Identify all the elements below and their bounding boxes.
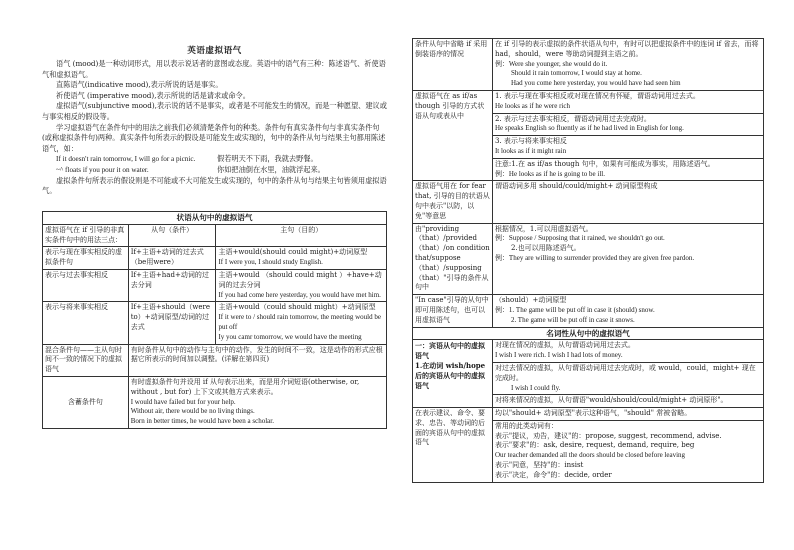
- row-content: [492, 420, 763, 482]
- row-label: [413, 340, 493, 408]
- rule-text: 3. 表示与将来事实相反: [494, 137, 567, 146]
- example-text: 例：Were she younger, she would do it.: [494, 59, 608, 68]
- example-text: He speaks English so fluently as if he had lived in English for long.: [494, 124, 684, 133]
- row-content: [492, 158, 763, 181]
- example-row: [42, 165, 387, 176]
- intro-paragraph: 语气 (mood)是一种动词形式，用以表示说话者的意图或态度。英语中的语气有三种：陈述语气、祈使语气和虚拟语气。: [42, 59, 386, 79]
- row-label: 表示与将来事实相反: [43, 302, 129, 344]
- row-description: 有时条件从句中的动作与主句中的动作，发生的时间不一致，这是动作的形式应根据它所表示的时间加以调整。(详解在第四页): [128, 344, 386, 376]
- row-label: 混合条件句——主从句时间不一致的情况下的虚拟语气: [43, 344, 129, 376]
- example-row: [42, 154, 387, 165]
- table-row: [413, 90, 764, 113]
- row-content: [492, 362, 763, 394]
- row-label: 条件从句中省略 if 采用倒装语序的情况: [413, 39, 493, 91]
- example-chinese: 假若明天不下雨，我就去野餐。: [217, 154, 318, 164]
- table-row: [413, 223, 764, 295]
- rule-text: 1. 表示与现在事实相反或对现在情况有怀疑，谓语动词用过去式。: [494, 91, 700, 100]
- implicit-example: Without air, there would be no living things.: [130, 407, 255, 416]
- row-content: [492, 223, 763, 295]
- rule-text: 根据情况，1.可以用虚拟语气。: [494, 224, 593, 233]
- verb-list: 表示"同意，坚持"的：insist: [494, 461, 584, 470]
- example-chinese: 你如把油倒在水里，油就浮起来。: [217, 164, 325, 174]
- rule-text: 对现在情况的虚拟，从句谓语动词用过去式。: [494, 341, 635, 350]
- implicit-rule: 有时虚拟条件句并设用 if 从句表示出来，而是用介词短语(otherwise, or, without , but for) 上下文或其他方式来表示。: [130, 377, 360, 396]
- main-rule: 主语+would(should could might)+动词原型: [218, 248, 368, 257]
- row-content: 均以"should+ 动词原型"表示这种语气，"should" 常被省略。: [492, 408, 763, 421]
- example-text: I wish I were rich. I wish I had lots of money.: [494, 351, 623, 360]
- table-caption: 状语从句中的虚拟语气: [43, 212, 387, 225]
- imperative-paragraph: 祈使语气 (imperative mood),表示所说的话是请求或命令。: [56, 90, 250, 100]
- noun-clause-caption: 名词性从句中的虚拟语气: [413, 327, 764, 340]
- left-column-text: [42, 44, 387, 197]
- example-english: If it doesn't rain tomorrow, I will go for a picnic.: [56, 155, 196, 164]
- main-example: If it were to / should rain tomorrow, the meeting would be put off: [218, 313, 381, 331]
- section-heading: 一：宾语从句中的虚拟语气: [415, 341, 485, 361]
- table-row: [413, 39, 764, 91]
- header-usage: 虚拟语气在 if 引导的非真实条件句中的用法三点：: [43, 224, 129, 247]
- example-text: 例：Suppose / Supposing that it rained, we shouldn't go out.: [494, 234, 665, 243]
- table-row: [43, 302, 387, 344]
- row-main: [216, 247, 387, 270]
- example-text: Had you come here yesterday, you would have had seen him: [510, 79, 681, 88]
- row-content: 谓语动词多用 should/could/might+ 动词原型构成: [492, 181, 763, 223]
- row-main: [216, 302, 387, 344]
- rule-text: 对过去情况的虚拟，从句谓语动词用过去完成时，或 would，could，might+ 现在完成时。: [494, 363, 756, 382]
- verb-list: 表示"要求"的：ask, desire, request, demand, require, beg: [494, 441, 695, 450]
- row-content: [492, 39, 763, 91]
- adverbial-clause-table: [42, 211, 387, 429]
- header-main: 主句（目的）: [216, 224, 387, 247]
- example-text: 2. The game will be put off in case it snows.: [510, 315, 635, 324]
- row-content: [492, 136, 763, 159]
- main-rule: 主语+would （should could might ）+have+动词的过去分词: [218, 270, 382, 289]
- table-row: [43, 376, 387, 428]
- example-text: 例：They are willing to surrender provided they are given free pardon.: [494, 253, 695, 262]
- example-text: Our teacher demanded all the doors should be closed before leaving: [494, 451, 686, 460]
- row-content: [492, 113, 763, 136]
- row-content: 对将来情况的虚拟，从句谓语"would/should/could/might+ 动词原形"。: [492, 395, 763, 408]
- implicit-example: Born in better times, he would have been a scholar.: [130, 417, 274, 426]
- row-condition: If+主语+动词的过去式（be用were）: [128, 247, 216, 270]
- verb-list: 表示"提议，劝告，建议"的：propose, suggest, recommend, advise.: [494, 431, 722, 440]
- example-text: He looks as if he were rich: [494, 101, 570, 110]
- table-row: [43, 269, 387, 301]
- row-label: 由"providing （that）/provided （that）/on condition that/suppose（that）/supposing （that）"引导的条件从句中: [413, 223, 493, 295]
- table-header-row: [43, 224, 387, 247]
- row-label: 含蓄条件句: [43, 376, 129, 428]
- row-description: [128, 376, 386, 428]
- implicit-example: I would have failed but for your help.: [130, 397, 236, 406]
- section-subheading: 1.在动词 wish/hope 后的宾语从句中的虚拟语气: [415, 360, 486, 390]
- table-row: [413, 181, 764, 223]
- example-text: 例：1. The game will be put off in case it (should) snow.: [494, 305, 655, 314]
- row-label: 在表示建议、命令、要求、忠告、等动词的后面的宾语从句中的虚拟语气: [413, 408, 493, 483]
- example-text: Should it rain tomorrow, I would stay at home.: [510, 69, 642, 78]
- header-condition: 从句（条件）: [128, 224, 216, 247]
- rule-text: 2. 表示与过去事实相反，谓语动词用过去完成时。: [494, 114, 651, 123]
- table-row: [413, 408, 764, 421]
- row-content: [492, 340, 763, 363]
- rule-text: 2.也可以用陈述语气。: [510, 244, 581, 253]
- example-text: It looks as if it might rain: [494, 146, 567, 155]
- table-row: [413, 340, 764, 363]
- row-label: 表示与过去事实相反: [43, 269, 129, 301]
- row-content: [492, 295, 763, 327]
- section-caption-row: [413, 327, 764, 340]
- table-row: [413, 295, 764, 327]
- indicative-paragraph: 直陈语气(indicative mood),表示所说的话是事实。: [56, 80, 223, 90]
- table-caption-row: [43, 212, 387, 225]
- main-example: Iy you camr tomorrow, we would have the meeting: [218, 332, 362, 341]
- rule-text: 在 if 引导的表示虚拟的条件状语从句中，有时可以把虚拟条件中的连词 if 省去，而将 had，should，were 等助动词提到主语之前。: [494, 40, 759, 58]
- table-row: [43, 344, 387, 376]
- example-text: 例：He looks as if he is going to be ill.: [494, 169, 605, 178]
- right-grammar-table: [412, 38, 764, 483]
- row-condition: If+主语+had+动词的过去分词: [128, 269, 216, 301]
- row-label: 虚拟语气在 as if/as though 引导的方式状语从句或表从中: [413, 90, 493, 180]
- verb-list: 表示"决定，命令"的：decide, order: [494, 470, 612, 479]
- main-example: If you had come here yesterday, you would have met him.: [218, 290, 381, 299]
- conditional-paragraph: 学习虚拟语气在条件句中的用法之前我们必须清楚条件句的种类。条件句有真实条件句与非真实条件句(或称虚拟条件句)两种。真实条件句所表示的假设是可能发生或实现的，句中的条件从句与结果主句都用陈述语气，如：: [42, 122, 386, 153]
- example-text: I wish I could fly.: [510, 383, 561, 392]
- rule-text: 常用的此类动词有：: [494, 421, 558, 430]
- row-content: [492, 90, 763, 113]
- table-row: [43, 247, 387, 270]
- document-title: 英语虚拟语气: [187, 46, 242, 56]
- row-label: 虚拟语气用在 for fear that, 引导的目的状语从句中表示"以防，以免"等意思: [413, 181, 493, 223]
- row-main: [216, 269, 387, 301]
- main-example: If I were you, I should study English.: [218, 258, 323, 267]
- example-english: ~^ floats if you pour it on water.: [56, 165, 149, 174]
- note-text: 注意:1.在 as if/as though 句中，如果有可能成为事实，用陈述语气。: [494, 159, 715, 168]
- main-rule: 主语+would（could should might）+动词原型: [218, 303, 376, 312]
- row-label: "In case"引导的从句中即可用陈述句，也可以用虚拟语气: [413, 295, 493, 327]
- rule-text: （should）+动词原型: [494, 296, 567, 305]
- row-label: 表示与现在事实相反的虚拟条件句: [43, 247, 129, 270]
- unreal-paragraph: 虚拟条件句所表示的假设则是不可能或不大可能发生或实现的，句中的条件从句与结果主句皆须用虚拟语气。: [42, 175, 387, 196]
- row-condition: If+主语+should（were to）+动词原型/动词的过去式: [128, 302, 216, 344]
- subjunctive-paragraph: 虚拟语气(subjunctive mood),表示说的话不是事实，或者是不可能发生的情况，而是一种愿望、建议或与事实相反的假设等。: [42, 101, 387, 121]
